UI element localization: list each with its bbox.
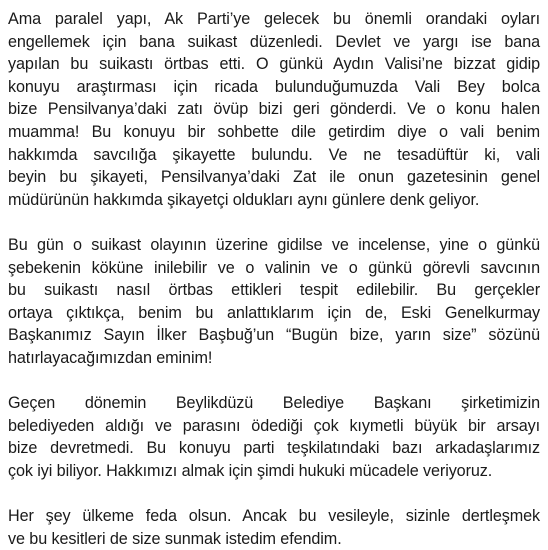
text-line: yapılan bu suikastı örtbas etti. O günkü Aydın Valisi’ne bizzat gidip xyxy=(8,55,540,74)
text-line: bize Pensilvanya’daki zatı övüp bizi geri gönderdi. Ve o konu halen xyxy=(8,100,540,119)
text-line: muamma! Bu konuyu bir sohbette dile getirdim diye o vali benim xyxy=(8,122,540,141)
text-line: şebekenin köküne inilebilir ve o valinin ve o günkü görevli savcının xyxy=(8,258,540,277)
text-line: engellemek için bana suikast düzenledi. Devlet ve yargı ise bana xyxy=(8,32,540,51)
text-line: ve bu kesitleri de size sunmak istedim efendim. xyxy=(8,529,342,548)
text-line: Bu gün o suikast olayının üzerine gidilse ve incelense, yine o günkü xyxy=(8,235,540,254)
paragraph-4 xyxy=(8,505,540,550)
text-line: beyin bu şikayeti, Pensilvanya’daki Zat ile onun gazetesinin genel xyxy=(8,168,540,187)
text-line: bize devretmedi. Bu konuyu parti teşkilatındaki bazı arkadaşlarımız xyxy=(8,439,540,458)
text-line: çok iyi biliyor. Hakkımızı almak için şimdi hukuki mücadele veriyoruz. xyxy=(8,461,493,480)
paragraph-2 xyxy=(8,234,540,370)
text-line: Her şey ülkeme feda olsun. Ancak bu vesileyle, sizinle dertleşmek xyxy=(8,507,540,526)
text-line: ortaya çıktıkça, benim bu anlattıklarım için de, Eski Genelkurmay xyxy=(8,303,540,322)
text-line: Başkanımız Sayın İlker Başbuğ’un “Bugün bize, yarın size” sözünü xyxy=(8,326,540,345)
text-line: bu suikastı nasıl örtbas ettikleri tespit edilebilir. Bu gerçekler xyxy=(8,281,540,300)
text-line: Geçen dönemin Beylikdüzü Belediye Başkanı şirketimizin xyxy=(8,394,540,413)
text-line: müdürünün hakkımda şikayetçi oldukları aynı günlere denk geliyor. xyxy=(8,190,480,209)
text-line: konuyu araştırması için ricada bulunduğumuzda Vali Bey bolca xyxy=(8,77,540,96)
text-line: Ama paralel yapı, Ak Parti’ye gelecek bu önemli orandaki oyları xyxy=(8,10,540,28)
article-body xyxy=(8,8,540,550)
text-line: hatırlayacağımızdan eminim! xyxy=(8,348,213,367)
text-line: belediyeden aldığı ve parasını ödediği çok kıymetli büyük bir arsayı xyxy=(8,416,540,435)
text-line: hakkımda savcılığa şikayette bulundu. Ve ne tesadüftür ki, vali xyxy=(8,145,540,164)
paragraph-1 xyxy=(8,8,540,211)
paragraph-3 xyxy=(8,392,540,482)
